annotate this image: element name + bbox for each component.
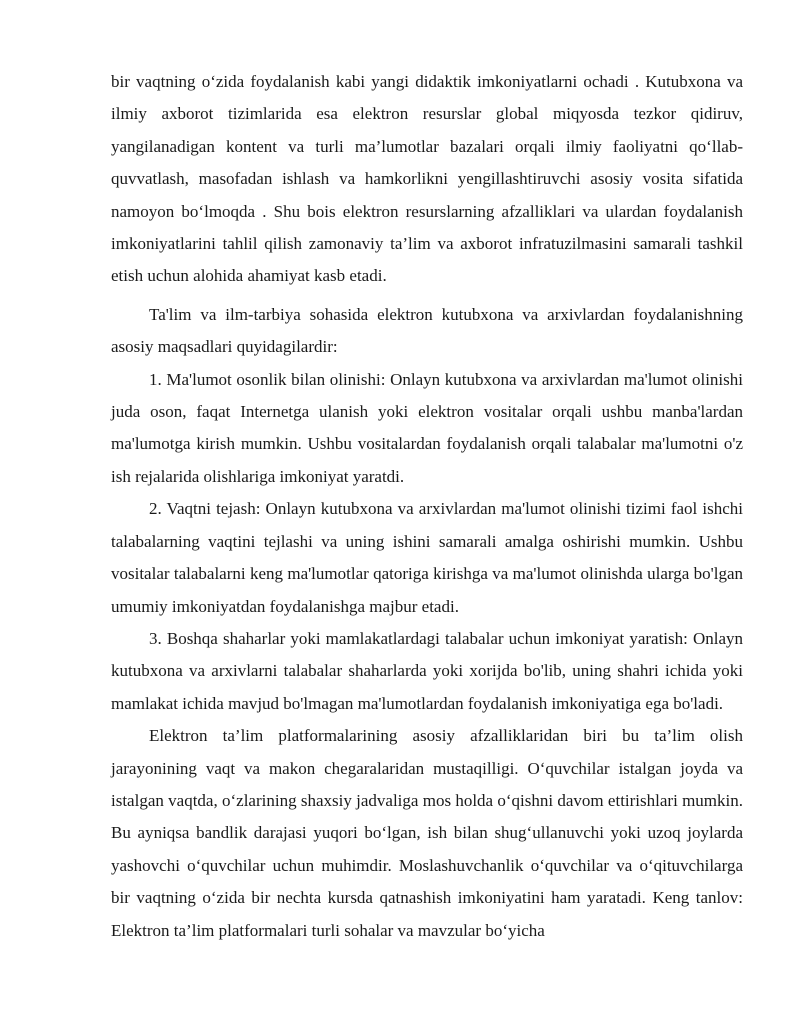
paragraph-goal-2: 2. Vaqtni tejash: Onlayn kutubxona va arxivlardan ma'lumot olinishi tizimi faol ishchi talabalarning vaqtini tejlashi va uning ishini samarali amalga oshirishi mumkin. Ushbu vositalar talabalarni keng ma'lumotlar qatoriga kirishga va ma'lumot olinishda ularga bo'lgan umumiy imkoniyatdan foydalanishga majbur etadi. xyxy=(111,499,743,616)
paragraph-goal-3: 3. Boshqa shaharlar yoki mamlakatlardagi talabalar uchun imkoniyat yaratish: Onlayn kutubxona va arxivlarni talabalar shaharlarda yoki xorijda bo'lib, uning shahri ichida yoki mamlakat ichida mavjud bo'lmagan ma'lumotlardan foydalanish imkoniyatiga ega bo'ladi. xyxy=(111,628,743,713)
paragraph-goals-intro: Ta'lim va ilm-tarbiya sohasida elektron kutubxona va arxivlardan foydalanishning asosiy maqsadlari quyidagilardir: xyxy=(111,304,743,357)
paragraph-e-learning: Elektron ta’lim platformalarining asosiy afzalliklaridan biri bu ta’lim olish jarayonining vaqt va makon chegaralaridan mustaqilligi. O‘quvchilar istalgan joyda va istalgan vaqtda, o‘zlarining shaxsiy jadvaliga mos holda o‘qishni davom ettirishlari mumkin. Bu ayniqsa bandlik darajasi yuqori bo‘lgan, ish bilan shug‘ullanuvchi yoki uzoq joylarda yashovchi o‘quvchilar uchun muhimdir. Moslashuvchanlik o‘quvchilar va o‘qituvchilarga bir vaqtning o‘zida bir nechta kursda qatnashish imkoniyatini ham yaratadi. Keng tanlov: Elektron ta’lim platformalari turli sohalar va mavzular bo‘yicha xyxy=(111,726,743,940)
paragraph-continuation: bir vaqtning o‘zida foydalanish kabi yangi didaktik imkoniyatlarni ochadi . Kutubxona va ilmiy axborot tizimlarida esa elektron resurslar global miqyosda tezkor qidiruv, yangilanadigan kontent va turli ma’lumotlar bazalari orqali ilmiy faoliyatni qo‘llab-quvvatlash, masofadan ishlash va hamkorlikni yengillashtiruvchi asosiy vosita sifatida namoyon bo‘lmoqda . Shu bois elektron resurslarning afzalliklari va ulardan foydalanish imkoniyatlarini tahlil qilish zamonaviy ta’lim va axborot infratuzilmasini samarali tashkil etish uchun alohida ahamiyat kasb etadi. xyxy=(111,72,743,286)
paragraph-goal-1: 1. Ma'lumot osonlik bilan olinishi: Onlayn kutubxona va arxivlardan ma'lumot olinishi juda oson, faqat Internetga ulanish yoki elektron vositalar orqali ushbu manba'lardan ma'lumotga kirish mumkin. Ushbu vositalardan foydalanish orqali talabalar ma'lumotni o'z ish rejalarida olishlariga imkoniyat yaratdi. xyxy=(111,369,743,486)
